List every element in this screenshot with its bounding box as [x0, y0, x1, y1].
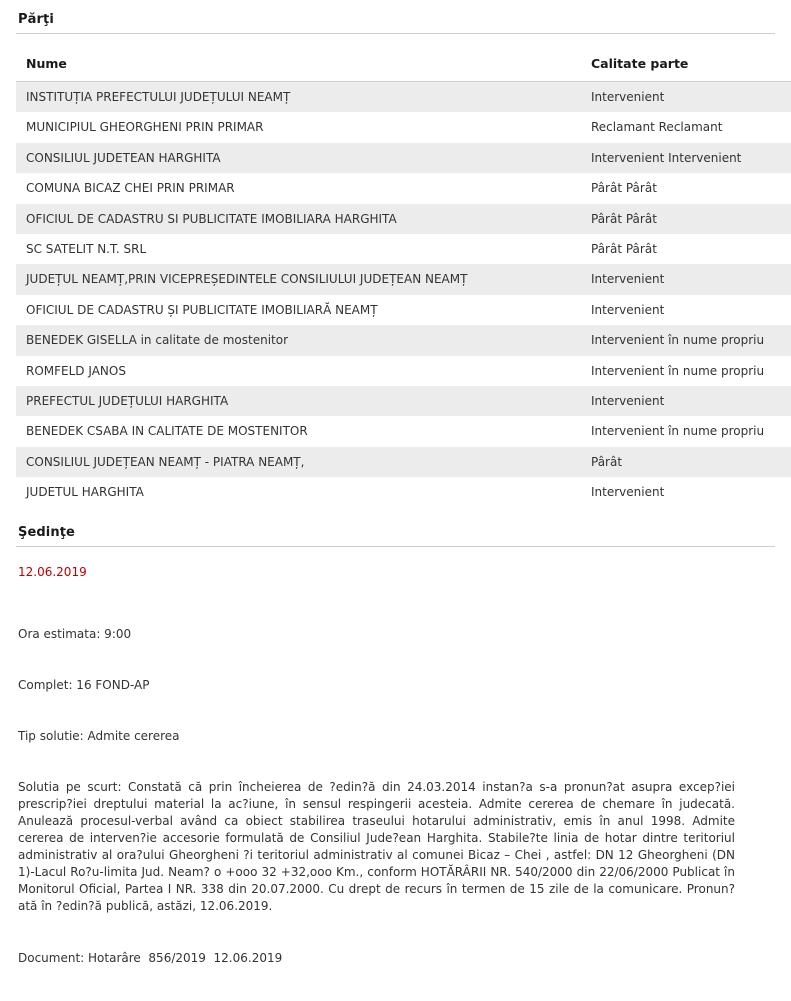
table-row [16, 386, 791, 416]
table-row [16, 173, 791, 203]
party-role: Pârât Pârât [581, 204, 791, 234]
party-name: ROMFELD JANOS [16, 356, 581, 386]
column-header-role: Calitate parte [581, 52, 791, 82]
party-name: JUDEȚUL NEAMȚ,PRIN VICEPREȘEDINTELE CONSILIULUI JUDEȚEAN NEAMȚ [16, 264, 581, 294]
party-name: OFICIUL DE CADASTRU SI PUBLICITATE IMOBILIARA HARGHITA [16, 204, 581, 234]
party-role: Pârât [581, 447, 791, 477]
hearings-section-title: Şedinţe [18, 525, 75, 541]
party-role: Intervenient [581, 386, 791, 416]
party-role: Reclamant Reclamant [581, 112, 791, 142]
party-name: OFICIUL DE CADASTRU ȘI PUBLICITATE IMOBILIARĂ NEAMȚ [16, 295, 581, 325]
table-row [16, 325, 791, 355]
hearings-section-divider [16, 546, 775, 547]
party-role: Pârât Pârât [581, 234, 791, 264]
party-role: Intervenient în nume propriu [581, 356, 791, 386]
party-name: COMUNA BICAZ CHEI PRIN PRIMAR [16, 173, 581, 203]
table-row [16, 234, 791, 264]
parties-section [16, 12, 775, 507]
party-name: CONSILIUL JUDEȚEAN NEAMȚ - PIATRA NEAMȚ, [16, 447, 581, 477]
party-name: PREFECTUL JUDEȚULUI HARGHITA [16, 386, 581, 416]
party-role: Intervenient [581, 82, 791, 113]
table-row [16, 356, 791, 386]
party-role: Intervenient Intervenient [581, 143, 791, 173]
parties-table [16, 52, 791, 507]
table-row [16, 416, 791, 446]
parties-header-row [16, 52, 791, 82]
party-name: BENEDEK CSABA IN CALITATE DE MOSTENITOR [16, 416, 581, 446]
party-name: CONSILIUL JUDETEAN HARGHITA [16, 143, 581, 173]
party-role: Intervenient în nume propriu [581, 416, 791, 446]
hearing-date: 12.06.2019 [18, 565, 87, 580]
party-name: JUDETUL HARGHITA [16, 477, 581, 507]
party-role: Intervenient [581, 295, 791, 325]
hearings-section [16, 525, 775, 1001]
parties-section-divider [16, 33, 775, 34]
parties-section-title: Părţi [18, 12, 54, 27]
table-row [16, 295, 791, 325]
table-row [16, 82, 791, 113]
hearing-document: Document: Hotarâre 856/2019 12.06.2019 [18, 951, 283, 966]
party-role: Intervenient în nume propriu [581, 325, 791, 355]
party-role: Intervenient [581, 477, 791, 507]
hearing-details [18, 591, 775, 1001]
parties-table-head [16, 52, 791, 82]
table-row [16, 112, 791, 142]
party-role: Intervenient [581, 264, 791, 294]
hearing-solution-type: Tip solutie: Admite cererea [18, 728, 180, 743]
hearing-hour: Ora estimata: 9:00 [18, 626, 132, 641]
parties-table-body [16, 82, 791, 508]
table-row [16, 204, 791, 234]
table-row [16, 477, 791, 507]
table-row [16, 447, 791, 477]
party-name: MUNICIPIUL GHEORGHENI PRIN PRIMAR [16, 112, 581, 142]
table-row [16, 264, 791, 294]
hearing-panel: Complet: 16 FOND-AP [18, 677, 150, 692]
column-header-name: Nume [16, 52, 581, 82]
party-name: BENEDEK GISELLA in calitate de mostenitor [16, 325, 581, 355]
hearing-summary: Solutia pe scurt: Constată că prin încheierea de ?edin?ă din 24.03.2014 instan?a s-a pronun?at asupra excep?iei prescrip?iei dreptului material la ac?iune, în sensul respingerii acesteia. Admite cererea de chemare în judecată. Anulează procesul-verbal având ca obiect stabilirea traseului hotarului administrativ, emis în anul 1998. Admite cererea de interven?ie accesorie formulată de Consiliul Jude?ean Harghita. Stabile?te linia de hotar dintre teritoriul administrativ al ora?ului Gheorgheni ?i teritoriul administrativ al comunei Bicaz – Chei , astfel: DN 12 Gheorgheni (DN 1)-Lacul Ro?u-limita Jud. Neam? o +ooo 32 +32,ooo Km., conform HOTĂRÂRII NR. 540/2000 din 22/06/2000 Publicat în Monitorul Oficial, Partea I NR. 338 din 20.07.2000. Cu drept de recurs în termen de 15 zile de la comunicare. Pronun?ată în ?edin?ă publică, astăzi, 12.06.2019. [18, 779, 739, 914]
table-row [16, 143, 791, 173]
party-role: Pârât Pârât [581, 173, 791, 203]
party-name: INSTITUȚIA PREFECTULUI JUDEȚULUI NEAMȚ [16, 82, 581, 113]
party-name: SC SATELIT N.T. SRL [16, 234, 581, 264]
